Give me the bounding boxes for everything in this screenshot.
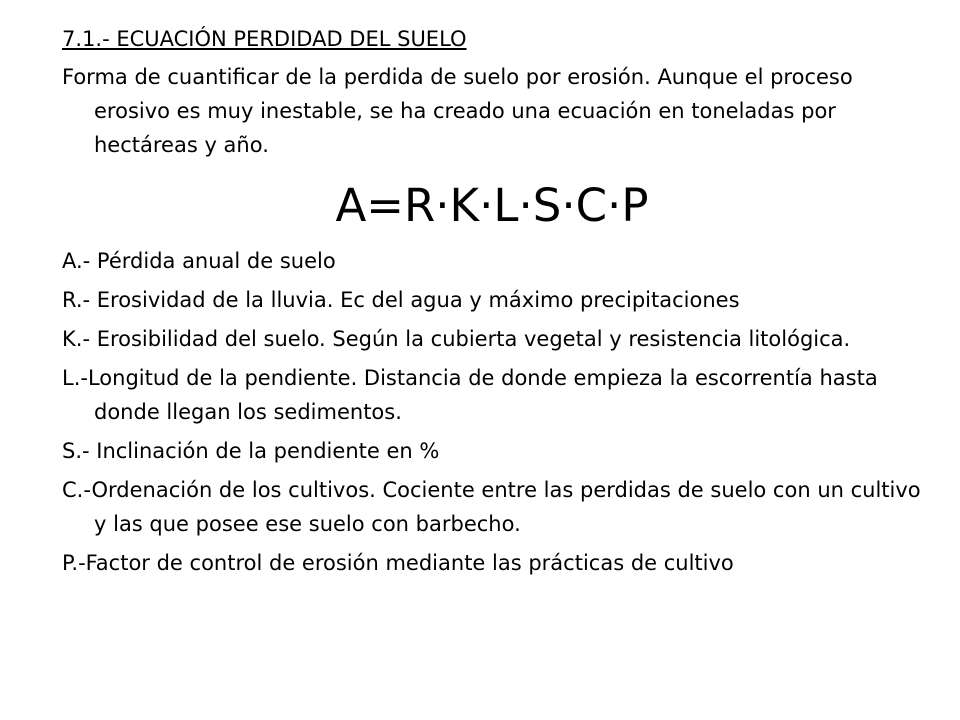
definition-c: C.-Ordenación de los cultivos. Cociente entre las perdidas de suelo con un cultivo y las que posee ese suelo con barbecho. [62,478,921,536]
section-heading: 7.1.- ECUACIÓN PERDIDAD DEL SUELO [62,27,467,51]
definition-l: L.-Longitud de la pendiente. Distancia de donde empieza la escorrentía hasta donde llegan los sedimentos. [62,366,878,424]
slide-content [62,22,922,585]
definition-a: A.- Pérdida anual de suelo [62,249,336,273]
intro-paragraph: Forma de cuantificar de la perdida de suelo por erosión. Aunque el proceso erosivo es muy inestable, se ha creado una ecuación en toneladas por hectáreas y año. [62,65,853,157]
definition-p: P.-Factor de control de erosión mediante las prácticas de cultivo [62,551,734,575]
equation: A=R·K·L·S·C·P [335,179,649,232]
definition-s: S.- Inclinación de la pendiente en % [62,439,440,463]
definition-k: K.- Erosibilidad del suelo. Según la cubierta vegetal y resistencia litológica. [62,327,851,351]
definition-r: R.- Erosividad de la lluvia. Ec del agua y máximo precipitaciones [62,288,740,312]
